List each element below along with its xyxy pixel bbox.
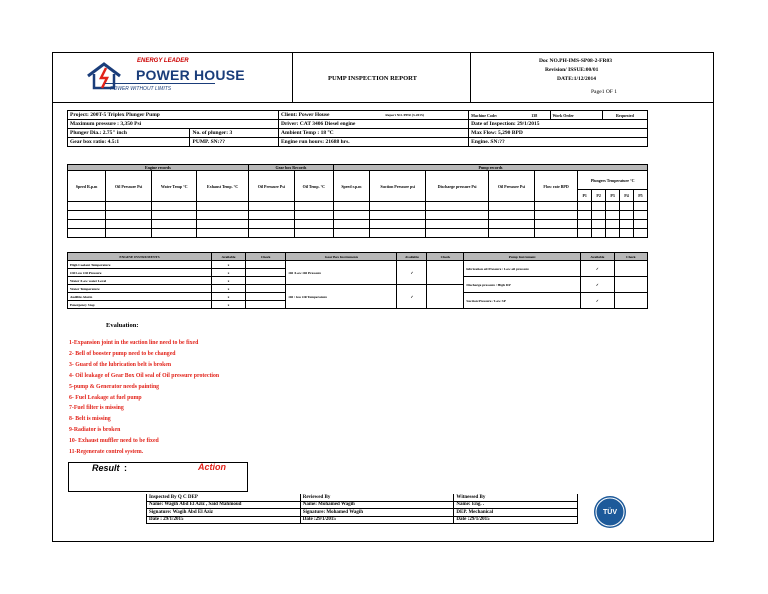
- inspected-by-heading: Inspected By Q C DEP: [147, 494, 301, 501]
- reviewer-date: Date :29/1/2015: [300, 516, 454, 524]
- logo-company: POWER HOUSE: [136, 67, 245, 83]
- report-number: Report NO.:PPR (3-2015): [383, 111, 468, 120]
- instruments-table: [67, 252, 648, 309]
- table-row: [68, 202, 648, 211]
- col-header: Speed R.p.m: [68, 171, 106, 202]
- tuv-seal-icon: [594, 496, 626, 528]
- plunger-col: P3: [606, 190, 620, 202]
- gearbox-records-band: Gear box Records: [248, 165, 333, 171]
- col-header: Oil Pressure Psi: [248, 171, 294, 202]
- available-mark: ✓: [580, 277, 614, 293]
- gearbox-instruments-header: Gear Box Instruments: [286, 253, 397, 261]
- col-header: Oil Pressure Psi: [106, 171, 152, 202]
- logo-rule: [105, 83, 215, 84]
- result-colon: :: [124, 463, 127, 473]
- machine-code: 138: [529, 111, 550, 120]
- col-header: Speed r.p.m: [333, 171, 369, 202]
- evaluation-item: 11-Regenerate control system.: [69, 449, 144, 456]
- evaluation-item: 2- Bell of booster pump need to be changed: [69, 350, 176, 357]
- pump-records-band: Pump records: [333, 165, 647, 171]
- header-divider: [470, 52, 471, 102]
- project-field: Project: 200T-5 Triplex Plunger Pump: [68, 111, 279, 120]
- driver-field: Driver: CAT 3406 Diesel engine: [279, 120, 469, 129]
- engine-item: Water /Low water Level: [68, 277, 212, 285]
- available-header: Available: [212, 253, 246, 261]
- engine-item: High Coolant Temperature: [68, 261, 212, 269]
- available-header: Available: [580, 253, 614, 261]
- plunger-dia-field: Plunger Dia.: 2.75" inch: [68, 129, 190, 138]
- run-hours-field: Engine run hours: 21688 hrs.: [279, 138, 469, 147]
- col-header: Exhaust Temp. °C: [197, 171, 249, 202]
- work-order-label: Work Order: [550, 111, 602, 120]
- result-label: Result: [92, 463, 120, 473]
- col-header: Suction Pressure psi: [369, 171, 425, 202]
- engine-instruments-header: ENGINE INSTRUMENTS: [68, 253, 212, 261]
- reviewed-by-heading: Reviewed By: [300, 494, 454, 501]
- table-row: [68, 211, 648, 220]
- gear-ratio-field: Gear box ratio: 4.5:1: [68, 138, 190, 147]
- check-header: Check: [245, 253, 286, 261]
- col-header: Oil Temp. °C: [294, 171, 333, 202]
- evaluation-heading: Evaluation:: [106, 322, 139, 329]
- table-row: [68, 220, 648, 229]
- max-flow-field: Max Flow: 5,290 BPD: [469, 129, 648, 138]
- plunger-col: P5: [633, 190, 647, 202]
- document-title: PUMP INSPECTION REPORT: [328, 75, 417, 82]
- witness-date: Date :29/1/2015: [454, 516, 578, 524]
- machine-code-label: Machine Code:: [469, 111, 530, 120]
- pump-item: lubrication oil Pressure / Low oil pressure: [464, 261, 581, 277]
- engine-item: Emergency Stop: [68, 301, 212, 309]
- records-table: [67, 164, 648, 238]
- cert-logo-text: TÜV: [603, 509, 617, 516]
- page-number: Page1 OF 1: [591, 89, 617, 95]
- col-header: Discharge pressure Psi: [426, 171, 489, 202]
- available-mark: ✓: [397, 261, 427, 285]
- header-bottom-rule: [52, 102, 714, 103]
- ambient-temp-field: Ambient Temp : 18 °C: [279, 129, 469, 138]
- plunger-col: P4: [620, 190, 634, 202]
- available-mark: x: [212, 285, 246, 293]
- available-mark: x: [212, 269, 246, 277]
- witnessed-by-heading: Witnessed By: [454, 494, 578, 501]
- col-header: Oil Pressure Psi: [488, 171, 534, 202]
- inspector-date: Date : 29/1/2015: [147, 516, 301, 524]
- evaluation-item: 7-Fuel filter is missing: [69, 405, 124, 412]
- logo-tagline: ENERGY LEADER: [137, 58, 189, 64]
- certification-logo-icon: [594, 496, 626, 528]
- available-mark: x: [212, 277, 246, 285]
- evaluation-item: 6- Fuel Leakage at fuel pump: [69, 394, 142, 401]
- doc-number: Doc NO.PH-IMS-SP08-2-FR03: [539, 58, 613, 64]
- engine-records-band: Engine records: [68, 165, 249, 171]
- signature-table: [146, 494, 578, 524]
- evaluation-item: 3- Guard of the lubrication belt is broken: [69, 361, 172, 368]
- pump-sn-field: PUMP. SN:??: [190, 138, 279, 147]
- max-pressure-field: Maximum pressure : 3,350 Psi: [68, 120, 279, 129]
- available-mark: ✓: [580, 261, 614, 277]
- logo-slogan: POWER WITHOUT LIMITS: [110, 86, 172, 92]
- table-row: [68, 229, 648, 238]
- pump-item: Discharge pressure / High DP: [464, 277, 581, 293]
- engine-item: Water Temperature: [68, 285, 212, 293]
- client-field: Client: Power House: [279, 111, 384, 120]
- reviewer-name: Name: Mohamed Wagih: [300, 501, 454, 509]
- evaluation-item: 9-Radiator is broken: [69, 427, 121, 434]
- engine-sn-field: Engine. SN:??: [469, 138, 648, 147]
- plunger-col: P1: [578, 190, 592, 202]
- gear-item: Oil / low Oil Temperature: [286, 285, 397, 309]
- col-header: Flow rate BPD: [534, 171, 577, 202]
- check-header: Check: [427, 253, 464, 261]
- pump-instrument-header: Pump Instrument: [464, 253, 581, 261]
- revision: Revision/ ISSUE:00/01: [545, 67, 599, 73]
- work-order-status: Requested: [602, 111, 647, 120]
- plunger-temp-header: Plungers Temperature °C: [578, 171, 648, 190]
- witness-name: Name: Eng. .: [454, 501, 578, 509]
- evaluation-item: 10- Exhaust muffler need to be fixed: [69, 438, 159, 445]
- result-value: Action: [198, 462, 226, 472]
- inspection-date-field: Date of Inspection: 29/1/2015: [469, 120, 648, 129]
- inspector-name: Name: Wagih Abd El Aziz , Said Mahmoud: [147, 501, 301, 509]
- evaluation-item: 5-pump & Generator needs painting: [69, 383, 160, 390]
- witness-department: DEP. Mechanical: [454, 509, 578, 517]
- plunger-col: P2: [592, 190, 606, 202]
- available-header: Available: [397, 253, 427, 261]
- project-info-table: [67, 110, 648, 147]
- available-mark: ✓: [580, 293, 614, 309]
- engine-item: Audible Alarm: [68, 293, 212, 301]
- available-mark: x: [212, 293, 246, 301]
- doc-date: DATE:1/12/2014: [557, 76, 597, 82]
- available-mark: x: [212, 261, 246, 269]
- header-divider: [292, 52, 293, 102]
- evaluation-list: [69, 338, 219, 458]
- available-mark: ✓: [397, 285, 427, 309]
- plunger-count-field: No. of plunger: 3: [190, 129, 279, 138]
- inspector-signature: Signature: Wagih Abd El Aziz: [147, 509, 301, 517]
- available-mark: x: [212, 301, 246, 309]
- evaluation-item: 8- Belt is missing: [69, 416, 111, 423]
- col-header: Water Temp °C: [152, 171, 197, 202]
- evaluation-item: 4- Oil leakage of Gear Box Oil seal of Oil pressure protection: [69, 372, 220, 379]
- engine-item: Oil Low Oil Pressure: [68, 269, 212, 277]
- check-header: Check: [614, 253, 647, 261]
- reviewer-signature: Signature: Mohamed Wagih: [300, 509, 454, 517]
- evaluation-item: 1-Expansion joint in the suction line need to be fixed: [69, 340, 199, 346]
- gear-item: Oil /Low Oil Pressure: [286, 261, 397, 285]
- pump-item: Suction Pressure / Low SP: [464, 293, 581, 309]
